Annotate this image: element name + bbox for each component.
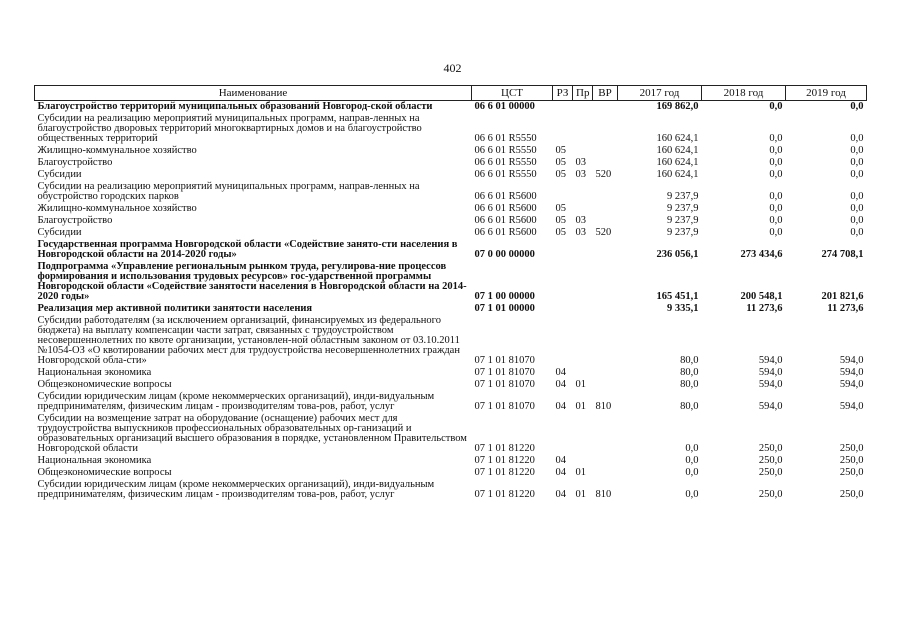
- cell-2019: 250,0: [839, 489, 864, 500]
- cell-cst: 07 1 01 81070: [474, 355, 535, 366]
- cell-cst: 06 6 01 R5600: [474, 215, 537, 226]
- cell-2018: 0,0: [769, 227, 783, 238]
- cell-2017: 165 451,1: [656, 291, 699, 302]
- cell-cst: 07 1 01 81220: [474, 489, 535, 500]
- cell-rz: 04: [555, 489, 566, 500]
- cell-2017: 0,0: [685, 455, 699, 466]
- cell-vr: [593, 157, 618, 169]
- cell-pr: [573, 261, 593, 303]
- header-2017: 2017 год: [618, 86, 702, 101]
- cell-vr: [593, 261, 618, 303]
- cell-rz: [553, 303, 573, 315]
- header-2019: 2019 год: [786, 86, 867, 101]
- cell-2019: 0,0: [850, 215, 864, 226]
- cell-name: Жилищно-коммунальное хозяйство: [37, 203, 197, 214]
- cell-2019: 0,0: [850, 227, 864, 238]
- cell-2019: 594,0: [839, 367, 864, 378]
- cell-name: Субсидии: [37, 169, 82, 180]
- cell-2019: 0,0: [850, 169, 864, 180]
- cell-cst: 07 0 00 00000: [474, 249, 535, 260]
- cell-vr: [593, 303, 618, 315]
- cell-rz: [553, 181, 573, 203]
- cell-pr: 01: [575, 489, 586, 500]
- cell-name: Общеэкономические вопросы: [37, 467, 172, 478]
- page-number: 402: [443, 61, 462, 75]
- cell-rz: 05: [555, 203, 566, 214]
- cell-vr: [593, 413, 618, 455]
- cell-cst: 06 6 01 R5550: [474, 169, 537, 180]
- cell-cst: 07 1 01 81220: [474, 455, 535, 466]
- cell-pr: 03: [575, 227, 586, 238]
- cell-2017: 9 335,1: [667, 303, 699, 314]
- table-row: [35, 227, 867, 239]
- cell-cst: 06 6 01 00000: [474, 101, 535, 112]
- table-row: [35, 215, 867, 227]
- table-body: [35, 101, 867, 502]
- cell-vr: 520: [595, 169, 612, 180]
- table-row: [35, 391, 867, 413]
- cell-vr: 520: [595, 227, 612, 238]
- cell-2018: 200 548,1: [740, 291, 783, 302]
- cell-name: Субсидии: [37, 227, 82, 238]
- cell-2017: 160 624,1: [656, 157, 699, 168]
- cell-2019: 250,0: [839, 443, 864, 454]
- cell-vr: [593, 181, 618, 203]
- cell-2019: 201 821,6: [821, 291, 864, 302]
- cell-2018: 594,0: [758, 379, 783, 390]
- cell-name: Реализация мер активной политики занятости населения: [37, 303, 313, 314]
- cell-name: Субсидии юридическим лицам (кроме некоммерческих организаций), инди-видуальным предпринимателям, физическим лицам - производителям това-ров, работ, услуг: [37, 479, 435, 500]
- cell-cst: 07 1 01 81070: [474, 379, 535, 390]
- cell-name: Жилищно-коммунальное хозяйство: [37, 145, 197, 156]
- cell-vr: [593, 467, 618, 479]
- cell-2019: 250,0: [839, 467, 864, 478]
- cell-pr: [573, 203, 593, 215]
- cell-rz: 05: [555, 169, 566, 180]
- table-row: [35, 203, 867, 215]
- table-row: [35, 479, 867, 501]
- cell-name: Субсидии на возмещение затрат на оборудование (оснащение) рабочих мест для трудоустройства выпускников профессиональных образовательных ор-ганизаций и образовательных организаций высшего образования в порядке, установленном Правительством Новгородской области: [37, 413, 467, 454]
- table-row: [35, 413, 867, 455]
- cell-pr: [573, 181, 593, 203]
- cell-cst: 06 6 01 R5600: [474, 203, 537, 214]
- cell-name: Благоустройство территорий муниципальных образований Новгород-ской области: [37, 101, 433, 112]
- cell-rz: 05: [555, 145, 566, 156]
- cell-2017: 80,0: [680, 401, 699, 412]
- cell-rz: [553, 261, 573, 303]
- cell-pr: [573, 367, 593, 379]
- cell-vr: [593, 239, 618, 261]
- cell-vr: [593, 315, 618, 367]
- cell-cst: 07 1 01 81070: [474, 367, 535, 378]
- cell-2019: 0,0: [850, 191, 864, 202]
- cell-cst: 07 1 01 81220: [474, 467, 535, 478]
- cell-pr: 03: [575, 157, 586, 168]
- cell-2017: 160 624,1: [656, 169, 699, 180]
- cell-pr: [573, 303, 593, 315]
- cell-pr: [573, 315, 593, 367]
- cell-pr: [573, 239, 593, 261]
- table-row: [35, 113, 867, 145]
- cell-2018: 594,0: [758, 401, 783, 412]
- cell-2018: 0,0: [769, 191, 783, 202]
- cell-cst: 06 6 01 R5550: [474, 157, 537, 168]
- cell-vr: [593, 379, 618, 391]
- table-row: [35, 239, 867, 261]
- cell-rz: 04: [555, 367, 566, 378]
- cell-pr: [573, 101, 593, 114]
- cell-pr: [573, 145, 593, 157]
- table-row: [35, 181, 867, 203]
- header-2018: 2018 год: [702, 86, 786, 101]
- cell-cst: 06 6 01 R5600: [474, 191, 537, 202]
- cell-2017: 9 237,9: [667, 191, 699, 202]
- cell-2018: 250,0: [758, 467, 783, 478]
- table-header-row: [35, 86, 867, 101]
- cell-2018: 273 434,6: [740, 249, 783, 260]
- cell-vr: 810: [595, 401, 612, 412]
- cell-2018: 250,0: [758, 455, 783, 466]
- cell-vr: 810: [595, 489, 612, 500]
- cell-pr: 03: [575, 215, 586, 226]
- cell-vr: [593, 455, 618, 467]
- cell-cst: 07 1 01 81220: [474, 443, 535, 454]
- cell-cst: 07 1 01 81070: [474, 401, 535, 412]
- cell-2018: 0,0: [769, 215, 783, 226]
- header-vr: ВР: [593, 86, 618, 101]
- cell-2017: 0,0: [685, 489, 699, 500]
- cell-cst: 07 1 00 00000: [474, 291, 535, 302]
- cell-2018: 0,0: [769, 145, 783, 156]
- cell-pr: 01: [575, 401, 586, 412]
- cell-vr: [593, 203, 618, 215]
- cell-rz: [553, 239, 573, 261]
- table-row: [35, 455, 867, 467]
- cell-2019: 0,0: [850, 145, 864, 156]
- table-row: [35, 261, 867, 303]
- cell-rz: 04: [555, 401, 566, 412]
- cell-rz: 05: [555, 215, 566, 226]
- cell-vr: [593, 367, 618, 379]
- cell-2019: 0,0: [850, 157, 864, 168]
- cell-2019: 0,0: [850, 101, 864, 112]
- cell-name: Государственная программа Новгородской области «Содействие занято-сти населения в Новгородской области на 2014-2020 годы»: [37, 239, 458, 260]
- cell-2017: 80,0: [680, 355, 699, 366]
- cell-2018: 0,0: [769, 157, 783, 168]
- cell-2017: 169 862,0: [656, 101, 699, 112]
- cell-2017: 80,0: [680, 367, 699, 378]
- header-cst: ЦСТ: [472, 86, 553, 101]
- cell-2019: 0,0: [850, 133, 864, 144]
- cell-rz: [553, 315, 573, 367]
- cell-name: Субсидии юридическим лицам (кроме некоммерческих организаций), инди-видуальным предпринимателям, физическим лицам - производителям това-ров, работ, услуг: [37, 391, 435, 412]
- cell-name: Подпрограмма «Управление региональным рынком труда, регулирова-ние процессов формирования и использования трудовых ресурсов» гос-ударственной программы Новгородской области «Содействие занятости населения в Новгородской области на 2014-2020 годы»: [37, 261, 467, 302]
- cell-rz: [553, 413, 573, 455]
- header-rz: РЗ: [553, 86, 573, 101]
- cell-name: Общеэкономические вопросы: [37, 379, 172, 390]
- cell-2018: 0,0: [769, 169, 783, 180]
- cell-cst: 06 6 01 R5550: [474, 145, 537, 156]
- table-row: [35, 101, 867, 114]
- cell-2018: 0,0: [769, 101, 783, 112]
- budget-table: [34, 85, 867, 501]
- cell-2017: 0,0: [685, 443, 699, 454]
- table-row: [35, 145, 867, 157]
- cell-pr: [573, 413, 593, 455]
- cell-2018: 0,0: [769, 203, 783, 214]
- cell-pr: [573, 455, 593, 467]
- cell-name: Национальная экономика: [37, 455, 152, 466]
- cell-pr: 01: [575, 379, 586, 390]
- cell-rz: 05: [555, 227, 566, 238]
- cell-vr: [593, 101, 618, 114]
- cell-pr: 03: [575, 169, 586, 180]
- cell-2017: 160 624,1: [656, 133, 699, 144]
- cell-2017: 9 237,9: [667, 227, 699, 238]
- cell-2019: 274 708,1: [821, 249, 864, 260]
- cell-2019: 11 273,6: [827, 303, 864, 314]
- cell-name: Национальная экономика: [37, 367, 152, 378]
- cell-2017: 236 056,1: [656, 249, 699, 260]
- cell-2018: 250,0: [758, 443, 783, 454]
- cell-2018: 594,0: [758, 355, 783, 366]
- cell-2018: 594,0: [758, 367, 783, 378]
- cell-rz: 04: [555, 467, 566, 478]
- cell-2017: 9 237,9: [667, 215, 699, 226]
- cell-cst: 06 6 01 R5600: [474, 227, 537, 238]
- table-row: [35, 169, 867, 181]
- cell-pr: 01: [575, 467, 586, 478]
- cell-vr: [593, 215, 618, 227]
- table-row: [35, 315, 867, 367]
- table-row: [35, 303, 867, 315]
- table-row: [35, 367, 867, 379]
- cell-2018: 250,0: [758, 489, 783, 500]
- cell-rz: 04: [555, 379, 566, 390]
- cell-name: Субсидии работодателям (за исключением организаций, финансируемых из федерального бюджета) на выплату компенсации части затрат, связанных с трудоустройством несовершеннолетних по квоте организации, установлен-ной областным законом от 03.10.2011 №1054-ОЗ «О квотировании рабочих мест для трудоустройства несовершеннолетних граждан Новгородской обла-сти»: [37, 315, 460, 366]
- header-name: Наименование: [35, 86, 472, 101]
- cell-name: Субсидии на реализацию мероприятий муниципальных программ, направ-ленных на обустройство городских парков: [37, 181, 420, 202]
- header-pr: Пр: [573, 86, 593, 101]
- cell-rz: [553, 101, 573, 114]
- cell-rz: 05: [555, 157, 566, 168]
- cell-name: Благоустройство: [37, 157, 113, 168]
- cell-name: Субсидии на реализацию мероприятий муниципальных программ, направ-ленных на благоустройство дворовых территорий многоквартирных домов и на благоустройство общественных территорий: [37, 113, 422, 144]
- cell-2017: 0,0: [685, 467, 699, 478]
- cell-2017: 9 237,9: [667, 203, 699, 214]
- cell-2019: 594,0: [839, 379, 864, 390]
- cell-2019: 0,0: [850, 203, 864, 214]
- cell-rz: [553, 113, 573, 145]
- cell-2019: 594,0: [839, 401, 864, 412]
- cell-cst: 07 1 01 00000: [474, 303, 535, 314]
- table-row: [35, 157, 867, 169]
- cell-2018: 11 273,6: [746, 303, 783, 314]
- cell-2019: 594,0: [839, 355, 864, 366]
- cell-cst: 06 6 01 R5550: [474, 133, 537, 144]
- table-row: [35, 379, 867, 391]
- cell-2017: 80,0: [680, 379, 699, 390]
- cell-pr: [573, 113, 593, 145]
- table-row: [35, 467, 867, 479]
- cell-2018: 0,0: [769, 133, 783, 144]
- cell-name: Благоустройство: [37, 215, 113, 226]
- cell-vr: [593, 113, 618, 145]
- cell-2019: 250,0: [839, 455, 864, 466]
- cell-vr: [593, 145, 618, 157]
- cell-rz: 04: [555, 455, 566, 466]
- cell-2017: 160 624,1: [656, 145, 699, 156]
